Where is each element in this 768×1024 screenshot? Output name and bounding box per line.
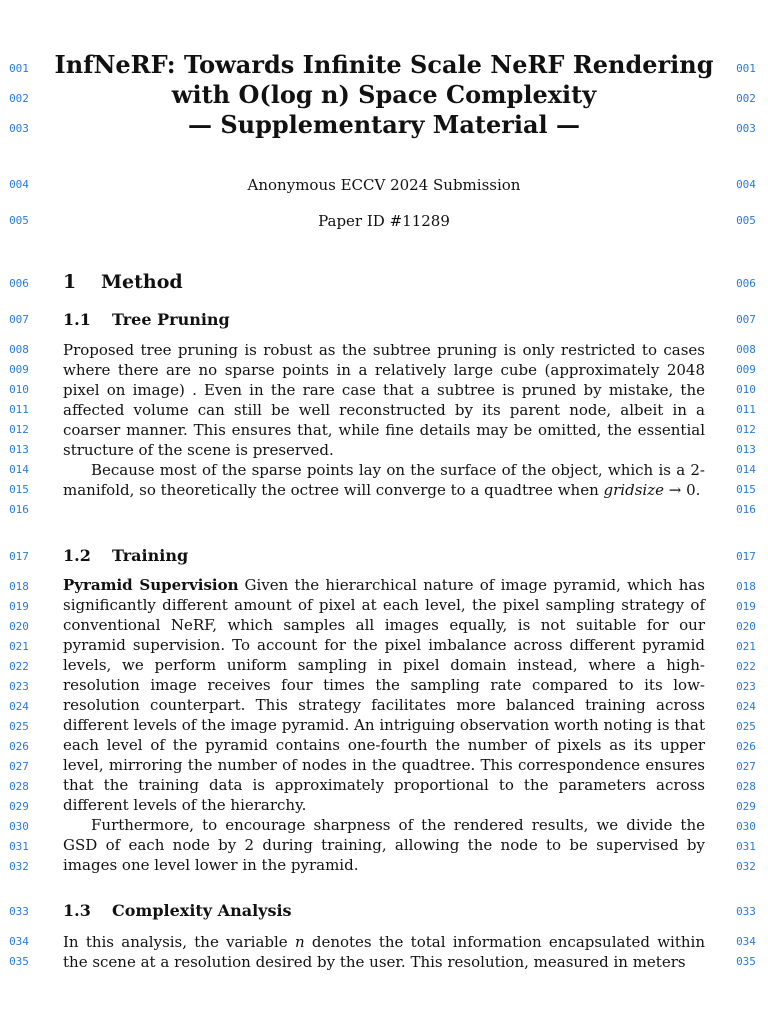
line-number-left: 008 [9,343,29,356]
line-number-right: 034 [736,935,756,948]
line-number-right: 035 [736,955,756,968]
subsection-title: Training [112,546,189,565]
section-heading-method [63,271,183,293]
section-title: Method [101,271,183,293]
line-number-left: 017 [9,550,29,563]
line-number-left: 034 [9,935,29,948]
line-number-right: 023 [736,680,756,693]
line-number-left: 027 [9,760,29,773]
line-number-left: 020 [9,620,29,633]
line-number-left: 011 [9,403,29,416]
subsection-number: 1.2 [63,546,91,565]
subsection-number: 1.1 [63,310,91,329]
line-number-right: 015 [736,483,756,496]
line-number-right: 018 [736,580,756,593]
line-number-right: 003 [736,122,756,135]
line-number-left: 022 [9,660,29,673]
line-number-left: 016 [9,503,29,516]
paragraph-text: denotes the total information encapsulated within the scene at a resolution desired by the user. This resolution, measured in meters [63,933,705,971]
math-n: n [294,933,305,951]
line-number-left: 013 [9,443,29,456]
line-number-left: 010 [9,383,29,396]
title-line: with O(log n) Space Complexity [171,80,597,109]
line-number-right: 019 [736,600,756,613]
line-number-left: 015 [9,483,29,496]
line-number-right: 020 [736,620,756,633]
line-number-left: 009 [9,363,29,376]
line-number-right: 024 [736,700,756,713]
line-number-left: 026 [9,740,29,753]
line-number-left: 003 [9,122,29,135]
line-number-left: 018 [9,580,29,593]
subsection-number: 1.3 [63,901,91,920]
line-number-left: 033 [9,905,29,918]
math-gridsize: gridsize [603,481,664,499]
line-number-left: 030 [9,820,29,833]
line-number-right: 028 [736,780,756,793]
line-number-right: 025 [736,720,756,733]
math-arrow-zero: → 0. [668,481,701,499]
paper-title [50,50,718,140]
line-number-right: 013 [736,443,756,456]
author-line: Anonymous ECCV 2024 Submission [247,176,521,194]
line-number-left: 019 [9,600,29,613]
subsection-heading-training [63,546,188,566]
line-number-right: 009 [736,363,756,376]
line-number-right: 016 [736,503,756,516]
line-number-right: 008 [736,343,756,356]
line-number-right: 026 [736,740,756,753]
line-number-right: 021 [736,640,756,653]
line-number-right: 004 [736,178,756,191]
line-number-left: 031 [9,840,29,853]
complexity-paragraph-1 [63,932,705,972]
line-number-left: 004 [9,178,29,191]
tree-pruning-paragraph-1: Proposed tree pruning is robust as the subtree pruning is only restricted to cases where there are no sparse points in a relatively large cube (approximately 2048 pixel on image) . Even in the rare case that a subtree is pruned by mistake, the affected volume can still be well reconstructed by its parent node, albeit in a coarser manner. This ensures that, while fine details may be omitted, the essential structure of the scene is preserved. [63,341,705,459]
line-number-left: 025 [9,720,29,733]
line-number-right: 012 [736,423,756,436]
section-number: 1 [63,271,77,293]
subsection-title: Complexity Analysis [112,901,292,920]
line-number-left: 024 [9,700,29,713]
line-number-left: 012 [9,423,29,436]
line-number-right: 006 [736,277,756,290]
line-number-left: 035 [9,955,29,968]
line-number-right: 001 [736,62,756,75]
line-number-right: 030 [736,820,756,833]
line-number-left: 021 [9,640,29,653]
line-number-left: 028 [9,780,29,793]
line-number-left: 002 [9,92,29,105]
line-number-right: 005 [736,214,756,227]
paragraph-text: Furthermore, to encourage sharpness of the rendered results, we divide the GSD of each node by 2 during training, allowing the node to be supervised by images one level lower in the pyramid. [63,816,705,874]
title-line: — Supplementary Material — [187,110,581,139]
line-number-left: 005 [9,214,29,227]
line-number-right: 014 [736,463,756,476]
line-number-right: 027 [736,760,756,773]
line-number-right: 011 [736,403,756,416]
paragraph-text: In this analysis, the variable [63,933,288,951]
line-number-left: 014 [9,463,29,476]
line-number-right: 010 [736,383,756,396]
subsection-heading-complexity [63,901,292,921]
training-paragraph-2 [63,815,705,875]
tree-pruning-paragraph-2 [63,460,705,500]
runin-heading-pyramid-supervision: Pyramid Supervision [63,576,239,594]
line-number-right: 022 [736,660,756,673]
line-number-left: 032 [9,860,29,873]
line-number-left: 006 [9,277,29,290]
subsection-title: Tree Pruning [112,310,230,329]
paper-id: Paper ID #11289 [318,212,450,230]
line-number-right: 032 [736,860,756,873]
paragraph-text: Given the hierarchical nature of image pyramid, which has significantly different amount of pixel at each level, the pixel sampling strategy of conventional NeRF, which samples all images equally, is not suitable for our pyramid supervision. To account for the pixel imbalance across different pyramid levels, we perform uniform sampling in pixel domain instead, where a high-resolution image receives four times the sampling rate compared to its low-resolution counterpart. This strategy facilitates more balanced training across different levels of the image pyramid. An intriguing observation worth noting is that each level of the pyramid contains one-fourth the number of pixels as its upper level, mirroring the number of nodes in the quadtree. This correspondence ensures that the training data is approximately proportional to the parameters across different levels of the hierarchy. [63,576,705,814]
line-number-right: 031 [736,840,756,853]
line-number-right: 007 [736,313,756,326]
paragraph-text: Because most of the sparse points lay on the surface of the object, which is a 2-manifold, so theoretically the octree will converge to a quadtree when [63,461,705,499]
title-line: InfNeRF: Towards Infinite Scale NeRF Rendering [54,50,714,79]
line-number-left: 001 [9,62,29,75]
subsection-heading-tree-pruning [63,310,230,330]
line-number-right: 033 [736,905,756,918]
line-number-left: 029 [9,800,29,813]
line-number-right: 029 [736,800,756,813]
line-number-right: 002 [736,92,756,105]
training-paragraph-1 [63,575,705,815]
line-number-right: 017 [736,550,756,563]
line-number-left: 023 [9,680,29,693]
line-number-left: 007 [9,313,29,326]
